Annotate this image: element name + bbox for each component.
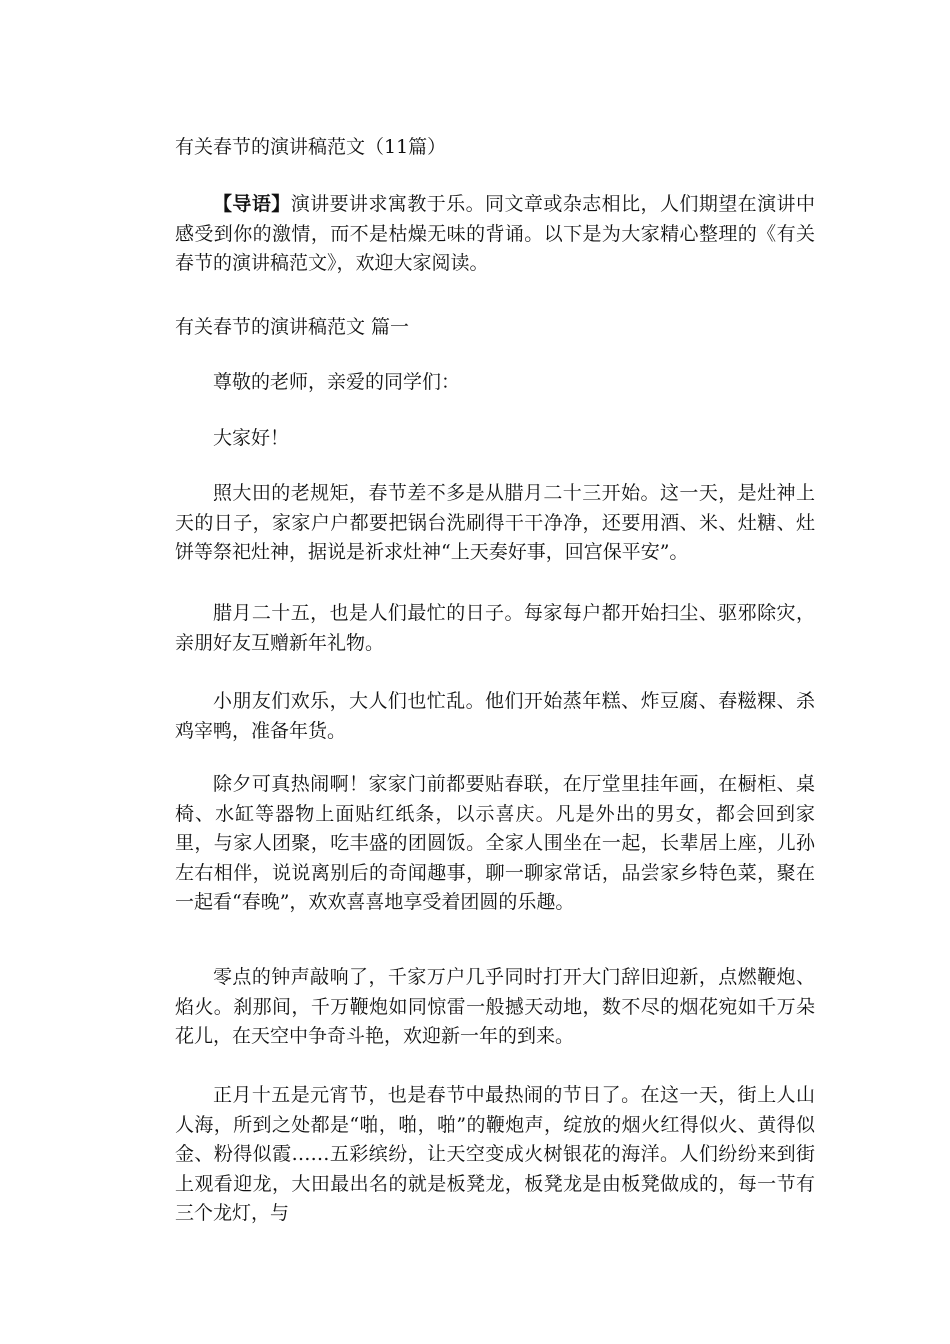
body-paragraph: 照大田的老规矩，春节差不多是从腊月二十三开始。这一天，是灶神上天的日子，家家户户都要把锅台洗刷得干干净净，还要用酒、米、灶糖、灶饼等祭祀灶神，据说是祈求灶神“上天奏好事，回宫保平安”。	[175, 482, 815, 563]
body-paragraph: 正月十五是元宵节，也是春节中最热闹的节日了。在这一天，街上人山人海，所到之处都是“啪，啪，啪”的鞭炮声，绽放的烟火红得似火、黄得似金、粉得似霞……五彩缤纷，让天空变成火树银花的海洋。人们纷纷来到街上观看迎龙，大田最出名的就是板凳龙，板凳龙是由板凳做成的，每一节有三个龙灯，与	[175, 1084, 815, 1224]
intro-paragraph	[175, 190, 815, 279]
body-paragraph: 小朋友们欢乐，大人们也忙乱。他们开始蒸年糕、炸豆腐、舂糍粿、杀鸡宰鸭，准备年货。	[175, 690, 815, 742]
intro-tag: 【导语】	[213, 193, 291, 215]
salutation: 尊敬的老师，亲爱的同学们：	[213, 371, 461, 393]
section-heading: 有关春节的演讲稿范文 篇一	[175, 316, 410, 338]
greeting: 大家好！	[213, 427, 290, 449]
body-paragraph: 除夕可真热闹啊！家家门前都要贴春联，在厅堂里挂年画，在橱柜、桌椅、水缸等器物上面贴红纸条，以示喜庆。凡是外出的男女，都会回到家里，与家人团聚，吃丰盛的团圆饭。全家人围坐在一起，长辈居上座，儿孙左右相伴，说说离别后的奇闻趣事，聊一聊家常话，品尝家乡特色菜，聚在一起看“春晚”，欢欢喜喜地享受着团圆的乐趣。	[175, 773, 815, 913]
intro-text: 演讲要讲求寓教于乐。同文章或杂志相比，人们期望在演讲中感受到你的激情，而不是枯燥无味的背诵。以下是为大家精心整理的《有关春节的演讲稿范文》，欢迎大家阅读。	[175, 193, 815, 274]
document-title: 有关春节的演讲稿范文（11篇）	[175, 136, 447, 158]
body-paragraph: 零点的钟声敲响了，千家万户几乎同时打开大门辞旧迎新，点燃鞭炮、焰火。刹那间，千万鞭炮如同惊雷一般撼天动地，数不尽的烟花宛如千万朵花儿，在天空中争奇斗艳，欢迎新一年的到来。	[175, 966, 815, 1047]
body-paragraph: 腊月二十五，也是人们最忙的日子。每家每户都开始扫尘、驱邪除灾，亲朋好友互赠新年礼物。	[175, 602, 815, 654]
